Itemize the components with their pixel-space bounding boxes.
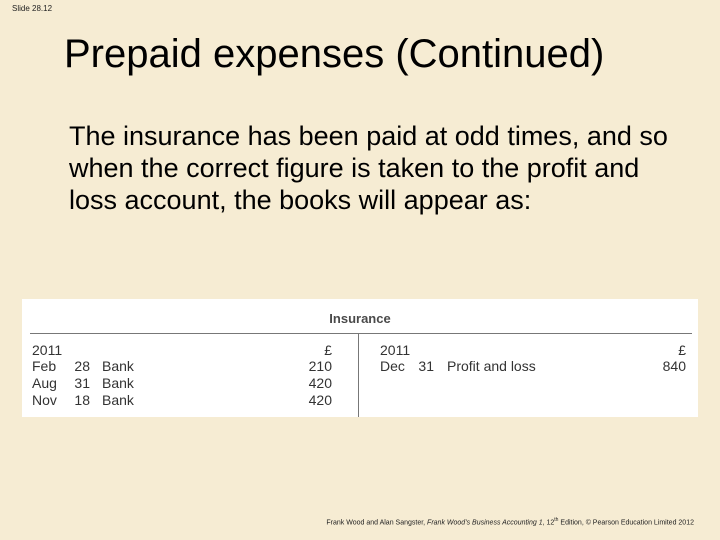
source-footer (326, 517, 694, 526)
debit-row-description: Bank (102, 358, 134, 374)
debit-year: 2011 (32, 342, 63, 358)
debit-row-month: Aug (32, 375, 57, 391)
credit-year: 2011 (380, 342, 411, 358)
debit-row-day: 18 (74, 392, 90, 408)
debit-row-month: Nov (32, 392, 57, 408)
debit-row-amount: 420 (308, 375, 332, 391)
credit-row-amount: 840 (662, 358, 686, 374)
ledger-header-rule (30, 333, 692, 334)
credit-row-description: Profit and loss (447, 358, 536, 374)
insurance-ledger-account (22, 299, 698, 417)
credit-currency: £ (678, 342, 686, 358)
footer-edition-suffix: th (554, 517, 559, 523)
debit-row-month: Feb (32, 358, 57, 374)
debit-currency: £ (324, 342, 332, 358)
slide-number: Slide 28.12 (12, 4, 53, 13)
body-text: The insurance has been paid at odd times, and so when the correct figure is taken to the profit and loss account, the books will appear as: (69, 121, 668, 215)
footer-edition-copyright: Edition, © Pearson Education Limited 2012 (558, 519, 694, 527)
footer-edition-prefix: , 12 (542, 519, 555, 527)
credit-row-month: Dec (380, 358, 405, 374)
slide-title: Prepaid expenses (Continued) (64, 32, 605, 76)
debit-row-amount: 210 (308, 358, 332, 374)
ledger-center-divider (358, 333, 359, 417)
debit-row-description: Bank (102, 392, 134, 408)
footer-authors: Frank Wood and Alan Sangster, (326, 519, 428, 527)
debit-row-day: 31 (74, 375, 90, 391)
footer-book-title: Frank Wood’s Business Accounting 1 (427, 519, 543, 527)
debit-row-description: Bank (102, 375, 134, 391)
debit-row-amount: 420 (308, 392, 332, 408)
ledger-caption: Insurance (329, 311, 391, 326)
debit-row-day: 28 (74, 358, 90, 374)
credit-row-day: 31 (418, 358, 434, 374)
